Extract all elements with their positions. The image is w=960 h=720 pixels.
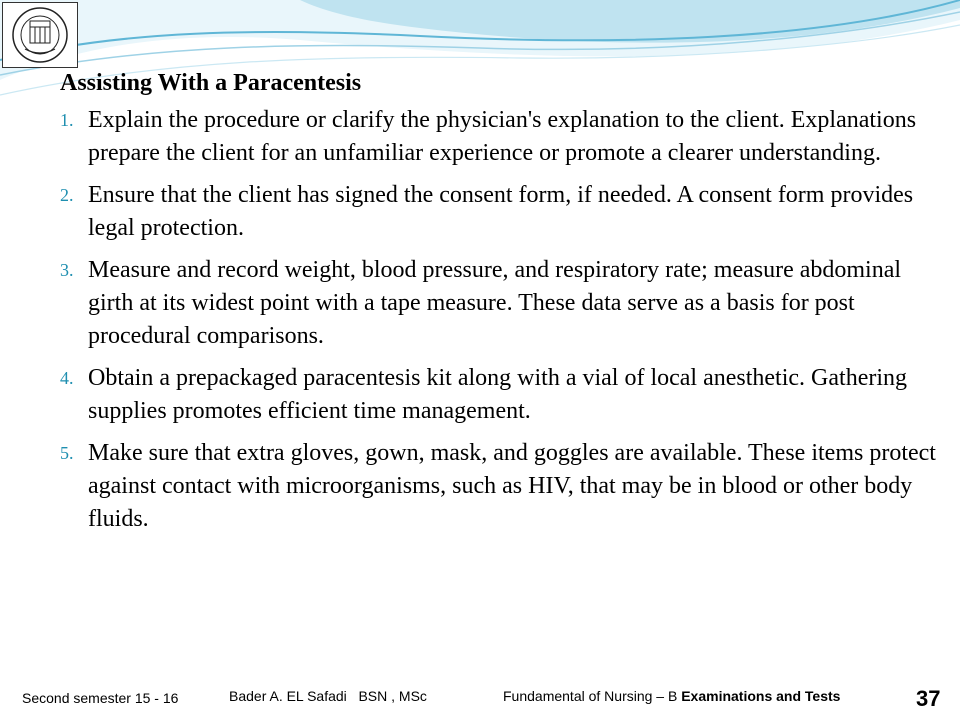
step-item xyxy=(60,104,940,170)
step-text: Measure and record weight, blood pressure, and respiratory rate; measure abdominal girth at its widest point with a tape measure. These data serve as a basis for post procedural comparisons. xyxy=(88,257,902,349)
procedure-steps xyxy=(60,104,940,536)
footer-topic: Examinations and Tests xyxy=(681,688,841,704)
step-item xyxy=(60,179,940,245)
slide-title: Assisting With a Paracentesis xyxy=(60,70,362,96)
step-number: 4. xyxy=(60,368,74,388)
step-item xyxy=(60,437,940,536)
step-text: Explain the procedure or clarify the physician's explanation to the client. Explanations prepare the client for an unfamiliar experience or promote a clearer understanding. xyxy=(88,107,917,166)
university-seal-icon xyxy=(2,2,78,68)
step-item xyxy=(60,254,940,353)
page-number: 37 xyxy=(916,686,941,711)
step-text: Make sure that extra gloves, gown, mask, and goggles are available. These items protect against contact with microorganisms, such as HIV, that may be in blood or other body fluids. xyxy=(88,440,936,532)
footer-author: Bader A. EL Safadi BSN , MSc xyxy=(229,688,427,704)
step-number: 1. xyxy=(60,110,74,130)
footer-semester: Second semester 15 - 16 xyxy=(22,690,179,706)
step-item xyxy=(60,362,940,428)
step-text: Ensure that the client has signed the consent form, if needed. A consent form provides legal protection. xyxy=(88,182,914,241)
step-number: 3. xyxy=(60,260,74,280)
step-number: 5. xyxy=(60,443,74,463)
step-text: Obtain a prepackaged paracentesis kit along with a vial of local anesthetic. Gathering supplies promotes efficient time management. xyxy=(88,365,908,424)
slide-content xyxy=(60,66,940,545)
footer-course xyxy=(503,688,840,704)
footer-course-name: Fundamental of Nursing – B xyxy=(503,688,678,704)
step-number: 2. xyxy=(60,185,74,205)
